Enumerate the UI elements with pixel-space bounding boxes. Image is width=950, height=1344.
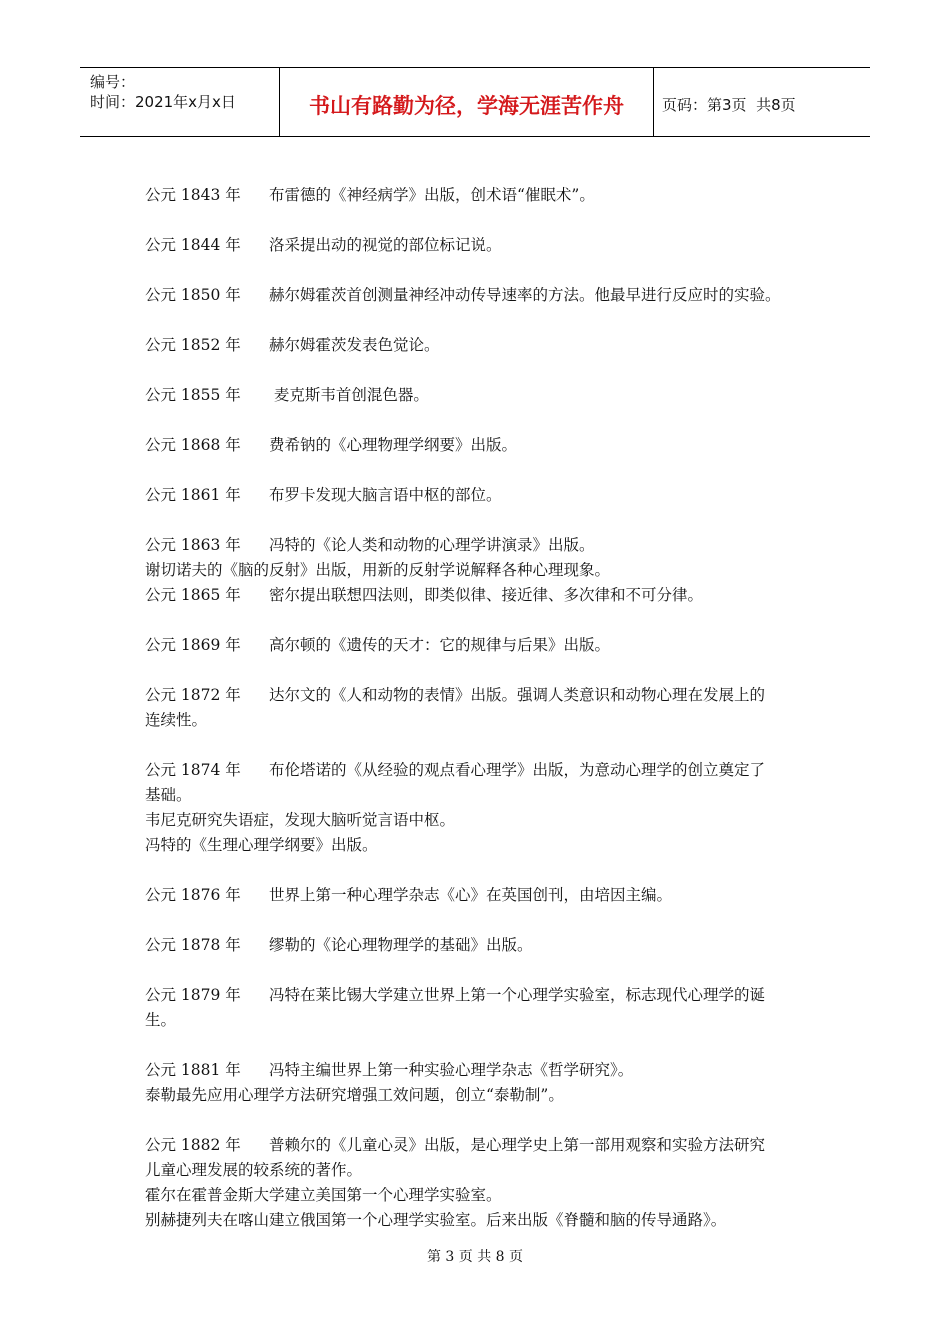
timeline-entry <box>145 883 825 908</box>
entry-continuation-line: 冯特的《生理心理学纲要》出版。 <box>145 836 378 854</box>
entry-text: 赫尔姆霍茨首创测量神经冲动传导速率的方法。他最早进行反应时的实验。 <box>269 286 781 304</box>
entry-year: 公元 1874 年 <box>145 761 241 779</box>
entry-continuation-line: 别赫捷列夫在喀山建立俄国第一个心理学实验室。后来出版《脊髓和脑的传导通路》。 <box>145 1211 727 1229</box>
entry-text: 布雷德的《神经病学》出版，创术语“催眠术”。 <box>269 186 595 204</box>
timeline-entry <box>145 333 825 358</box>
timeline-entry <box>145 183 825 208</box>
timeline-entry <box>145 758 825 858</box>
entry-text: 世界上第一种心理学杂志《心》在英国创刊，由培因主编。 <box>269 886 673 904</box>
entry-year: 公元 1852 年 <box>145 336 241 354</box>
document-time-label: 时间：2021年x月x日 <box>90 93 236 111</box>
timeline-entry <box>145 533 825 583</box>
entry-text: 密尔提出联想四法则，即类似律、接近律、多次律和不可分律。 <box>269 586 704 604</box>
entry-first-line <box>145 233 825 258</box>
entry-first-line <box>145 683 825 708</box>
entry-first-line <box>145 1133 825 1158</box>
entry-text: 冯特主编世界上第一种实验心理学杂志《哲学研究》。 <box>269 1061 634 1079</box>
entry-continuation-line: 基础。 <box>145 786 192 804</box>
entry-year: 公元 1869 年 <box>145 636 241 654</box>
entry-first-line <box>145 933 825 958</box>
entry-first-line <box>145 633 825 658</box>
page-header <box>80 67 870 137</box>
entry-text: 麦克斯韦首创混色器。 <box>269 386 429 404</box>
entry-year: 公元 1850 年 <box>145 286 241 304</box>
header-motto: 书山有路勤为径，学海无涯苦作舟 <box>280 68 654 136</box>
entry-text: 赫尔姆霍茨发表色觉论。 <box>269 336 440 354</box>
timeline-entry <box>145 583 825 608</box>
entry-first-line <box>145 983 825 1008</box>
page-footer: 第 3 页 共 8 页 <box>426 1249 524 1265</box>
entry-year: 公元 1879 年 <box>145 986 241 1004</box>
entry-text: 冯特的《论人类和动物的心理学讲演录》出版。 <box>269 536 595 554</box>
entry-first-line <box>145 883 825 908</box>
timeline-entry <box>145 483 825 508</box>
entry-text: 缪勒的《论心理物理学的基础》出版。 <box>269 936 533 954</box>
entry-first-line <box>145 383 825 408</box>
header-meta <box>80 68 280 136</box>
timeline-entry <box>145 233 825 258</box>
entry-continuation-line: 泰勒最先应用心理学方法研究增强工效问题，创立“泰勒制”。 <box>145 1086 564 1104</box>
entry-first-line <box>145 333 825 358</box>
entry-first-line <box>145 433 825 458</box>
entry-continuation-line: 韦尼克研究失语症，发现大脑听觉言语中枢。 <box>145 811 456 829</box>
entry-first-line <box>145 533 825 558</box>
entry-first-line <box>145 1058 825 1083</box>
entry-text: 洛采提出动的视觉的部位标记说。 <box>269 236 502 254</box>
entry-first-line <box>145 583 825 608</box>
entry-year: 公元 1855 年 <box>145 386 241 404</box>
entry-continuation-line: 连续性。 <box>145 711 208 729</box>
entry-continuation-line: 生。 <box>145 1011 177 1029</box>
entry-year: 公元 1868 年 <box>145 436 241 454</box>
timeline-entry <box>145 933 825 958</box>
timeline-entry <box>145 633 825 658</box>
timeline-entry <box>145 383 825 408</box>
entry-continuation-line: 儿童心理发展的较系统的著作。 <box>145 1161 363 1179</box>
entry-text: 布罗卡发现大脑言语中枢的部位。 <box>269 486 502 504</box>
timeline-entry <box>145 983 825 1033</box>
entry-year: 公元 1872 年 <box>145 686 241 704</box>
timeline-entry <box>145 1058 825 1108</box>
timeline-content <box>145 183 825 1258</box>
entry-text: 冯特在莱比锡大学建立世界上第一个心理学实验室，标志现代心理学的诞 <box>269 986 766 1004</box>
entry-year: 公元 1878 年 <box>145 936 241 954</box>
timeline-entry <box>145 683 825 733</box>
timeline-entry <box>145 283 825 308</box>
entry-text: 费希钠的《心理物理学纲要》出版。 <box>269 436 518 454</box>
entry-year: 公元 1881 年 <box>145 1061 241 1079</box>
entry-year: 公元 1876 年 <box>145 886 241 904</box>
timeline-entry <box>145 433 825 458</box>
entry-text: 高尔顿的《遗传的天才：它的规律与后果》出版。 <box>269 636 611 654</box>
entry-first-line <box>145 283 825 308</box>
entry-text: 普赖尔的《儿童心灵》出版，是心理学史上第一部用观察和实验方法研究 <box>269 1136 766 1154</box>
header-page-info: 页码：第3页 共8页 <box>662 95 796 114</box>
timeline-entry <box>145 1133 825 1233</box>
entry-text: 达尔文的《人和动物的表情》出版。强调人类意识和动物心理在发展上的 <box>269 686 766 704</box>
entry-first-line <box>145 183 825 208</box>
entry-year: 公元 1844 年 <box>145 236 241 254</box>
entry-year: 公元 1865 年 <box>145 586 241 604</box>
entry-year: 公元 1861 年 <box>145 486 241 504</box>
entry-first-line <box>145 483 825 508</box>
entry-year: 公元 1882 年 <box>145 1136 241 1154</box>
document-number-label: 编号： <box>90 73 136 91</box>
entry-text: 布伦塔诺的《从经验的观点看心理学》出版，为意动心理学的创立奠定了 <box>269 761 766 779</box>
entry-continuation-line: 谢切诺夫的《脑的反射》出版，用新的反射学说解释各种心理现象。 <box>145 561 611 579</box>
entry-year: 公元 1843 年 <box>145 186 241 204</box>
entry-first-line <box>145 758 825 783</box>
entry-continuation-line: 霍尔在霍普金斯大学建立美国第一个心理学实验室。 <box>145 1186 502 1204</box>
entry-year: 公元 1863 年 <box>145 536 241 554</box>
